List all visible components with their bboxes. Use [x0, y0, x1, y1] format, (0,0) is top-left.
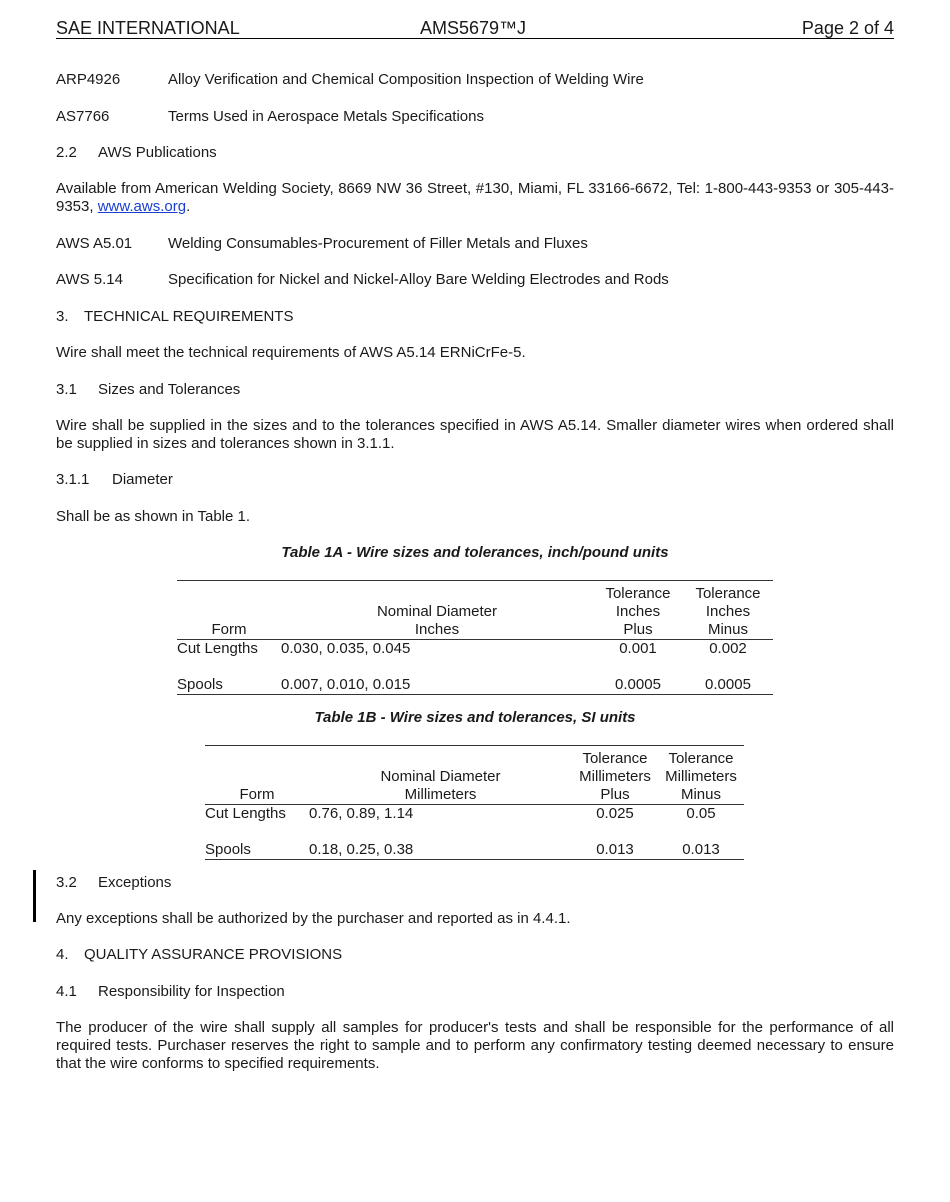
section-3-2-body: Any exceptions shall be authorized by the purchaser and reported as in 4.4.1.	[56, 910, 571, 927]
section-heading-3-2	[56, 874, 894, 892]
reference-code: AWS 5.14	[56, 271, 123, 288]
section-number: 4.1	[56, 983, 77, 1000]
table-header-row	[177, 581, 773, 640]
cell-nominal: 0.007, 0.010, 0.015	[281, 676, 411, 693]
header-nominal-diameter: Nominal Diameter Millimeters	[380, 768, 501, 803]
header-page-number: Page 2 of 4	[801, 18, 894, 38]
reference-title: Alloy Verification and Chemical Composition Inspection of Welding Wire	[168, 71, 644, 88]
table-row	[205, 805, 744, 842]
section-title: Exceptions	[98, 874, 172, 891]
reference-title: Specification for Nickel and Nickel-Alloy Bare Welding Electrodes and Rods	[168, 271, 669, 288]
cell-form: Cut Lengths	[177, 640, 258, 657]
section-3-body: Wire shall meet the technical requirements of AWS A5.14 ERNiCrFe-5.	[56, 344, 526, 361]
section-heading-3-1	[56, 381, 894, 399]
cell-plus: 0.013	[596, 841, 634, 858]
table-row	[177, 640, 773, 677]
cell-minus: 0.002	[709, 640, 747, 657]
header-tolerance-plus: Tolerance Millimeters Plus	[579, 750, 651, 803]
header-tolerance-minus: Tolerance Millimeters Minus	[665, 750, 737, 803]
section-heading-4-1	[56, 983, 894, 1001]
cell-form: Spools	[205, 841, 251, 858]
table-header-row	[205, 746, 744, 805]
cell-minus: 0.0005	[705, 676, 751, 693]
section-3-1-body: Wire shall be supplied in the sizes and to the tolerances specified in AWS A5.14. Smaller diameter wires when ordered shall be supplied in sizes and tolerances shown in 3.1.1.	[56, 417, 894, 452]
section-number: 3.1.1	[56, 471, 90, 488]
section-title: Sizes and Tolerances	[98, 381, 241, 398]
reference-code: AS7766	[56, 108, 110, 125]
table-1b	[205, 745, 744, 860]
cell-nominal: 0.76, 0.89, 1.14	[309, 805, 414, 822]
header-nominal-diameter: Nominal Diameter Inches	[376, 603, 498, 638]
reference-title: Welding Consumables-Procurement of Filler Metals and Fluxes	[168, 235, 588, 252]
header-tolerance-minus: Tolerance Inches Minus	[695, 585, 761, 638]
cell-plus: 0.001	[619, 640, 657, 657]
section-title: QUALITY ASSURANCE PROVISIONS	[84, 946, 343, 963]
reference-code: AWS A5.01	[56, 235, 133, 252]
section-heading-3-1-1	[56, 471, 894, 489]
section-heading-2-2	[56, 144, 894, 162]
section-number: 3.1	[56, 381, 77, 398]
cell-plus: 0.0005	[615, 676, 661, 693]
table-1a-caption: Table 1A - Wire sizes and tolerances, inch/pound units	[281, 544, 669, 561]
cell-minus: 0.013	[682, 841, 720, 858]
section-4-1-body: The producer of the wire shall supply all samples for producer's tests and shall be responsible for the performance of all required tests. Purchaser reserves the right to sample and to perform any confirmatory testing deemed necessary to ensure that the wire conforms to specified requirements.	[56, 1019, 894, 1072]
section-number: 3.	[56, 308, 69, 325]
cell-minus: 0.05	[686, 805, 716, 822]
table-1a	[177, 580, 773, 695]
table-row	[177, 676, 773, 695]
section-number: 4.	[56, 946, 69, 963]
cell-nominal: 0.18, 0.25, 0.38	[309, 841, 414, 858]
page-header	[56, 18, 894, 39]
header-document-number: AMS5679™J	[420, 18, 527, 38]
cell-form: Cut Lengths	[205, 805, 286, 822]
table-row	[205, 841, 744, 860]
cell-form: Spools	[177, 676, 223, 693]
section-number: 2.2	[56, 144, 77, 161]
header-form: Form	[239, 786, 275, 803]
section-3-1-1-body: Shall be as shown in Table 1.	[56, 508, 251, 525]
section-title: AWS Publications	[98, 144, 217, 161]
section-number: 3.2	[56, 874, 77, 891]
section-heading-4	[56, 946, 894, 964]
header-form: Form	[211, 621, 247, 638]
section-title: TECHNICAL REQUIREMENTS	[84, 308, 294, 325]
cell-nominal: 0.030, 0.035, 0.045	[281, 640, 411, 657]
section-title: Diameter	[112, 471, 173, 488]
header-tolerance-plus: Tolerance Inches Plus	[605, 585, 671, 638]
reference-code: ARP4926	[56, 71, 121, 88]
section-title: Responsibility for Inspection	[98, 983, 285, 1000]
section-heading-3	[56, 308, 894, 326]
reference-title: Terms Used in Aerospace Metals Specifications	[168, 108, 484, 125]
header-organization: SAE INTERNATIONAL	[56, 18, 240, 38]
aws-availability-paragraph	[56, 180, 894, 216]
document-page	[56, 0, 894, 1202]
cell-plus: 0.025	[596, 805, 634, 822]
table-1b-caption: Table 1B - Wire sizes and tolerances, SI units	[314, 709, 636, 726]
aws-website-link[interactable]: www.aws.org	[97, 198, 187, 215]
revision-change-bar	[33, 870, 36, 922]
aws-availability-text: Available from American Welding Society, 8669 NW 36 Street, #130, Miami, FL 33166-6672, Tel: 1-800-443-9353 or 305-443-9353,	[56, 180, 894, 215]
aws-availability-end: .	[186, 198, 191, 215]
